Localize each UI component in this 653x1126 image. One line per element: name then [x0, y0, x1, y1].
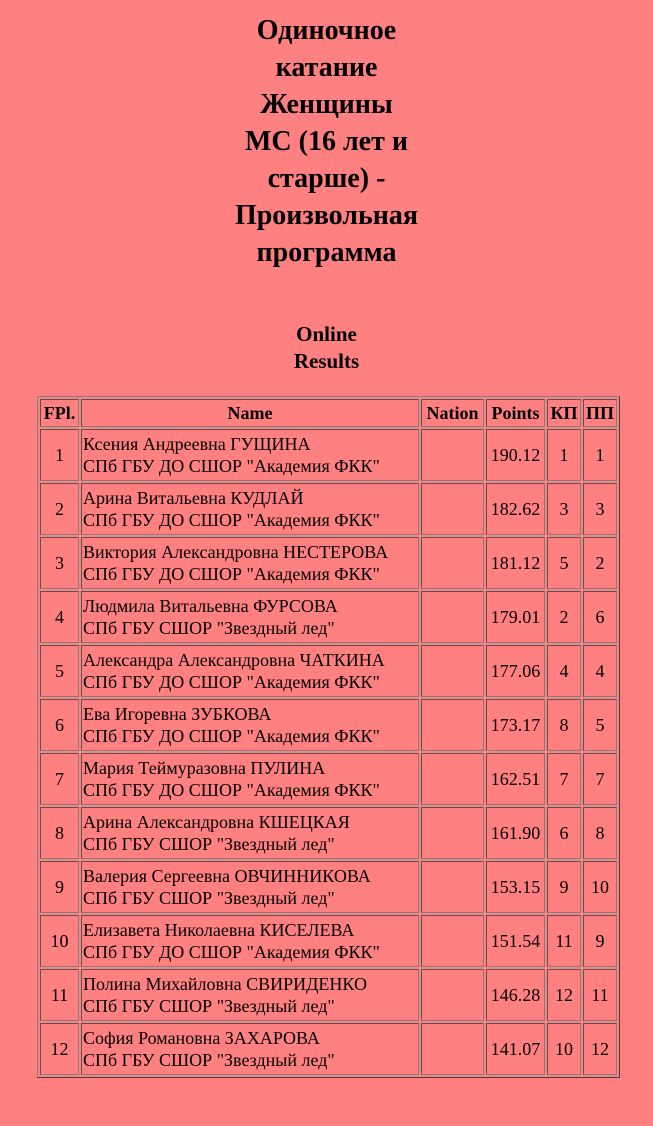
- place-cell: 11: [40, 969, 79, 1021]
- title-line: катание: [275, 52, 378, 83]
- title-line: старше) -: [267, 163, 386, 194]
- points-cell: 161.90: [486, 807, 545, 859]
- points-cell: 181.12: [486, 537, 545, 589]
- title-line: Одиночное: [256, 15, 397, 46]
- fs-place-cell: 5: [583, 699, 617, 751]
- place-cell: 12: [40, 1023, 79, 1075]
- sp-place-cell: 3: [547, 483, 581, 535]
- fs-place-cell: 8: [583, 807, 617, 859]
- sp-place-cell: 6: [547, 807, 581, 859]
- table-row: [40, 969, 617, 1021]
- subtitle-line: Online: [296, 322, 357, 346]
- sp-place-cell: 10: [547, 1023, 581, 1075]
- club-name: СПб ГБУ СШОР "Звездный лед": [83, 888, 335, 908]
- place-cell: 10: [40, 915, 79, 967]
- nation-cell: [421, 699, 484, 751]
- table-row: [40, 591, 617, 643]
- place-cell: 8: [40, 807, 79, 859]
- sp-place-cell: 2: [547, 591, 581, 643]
- header-name: Name: [81, 399, 419, 427]
- fs-place-cell: 11: [583, 969, 617, 1021]
- name-cell: [81, 1023, 419, 1075]
- nation-cell: [421, 1023, 484, 1075]
- club-name: СПб ГБУ ДО СШОР "Академия ФКК": [83, 780, 380, 800]
- fs-place-cell: 3: [583, 483, 617, 535]
- fs-place-cell: 6: [583, 591, 617, 643]
- name-cell: [81, 915, 419, 967]
- athlete-name: Валерия Сергеевна ОВЧИННИКОВА: [83, 866, 371, 886]
- athlete-name: Людмила Витальевна ФУРСОВА: [83, 596, 338, 616]
- sp-place-cell: 12: [547, 969, 581, 1021]
- table-row: [40, 645, 617, 697]
- fs-place-cell: 10: [583, 861, 617, 913]
- nation-cell: [421, 915, 484, 967]
- points-cell: 177.06: [486, 645, 545, 697]
- table-row: [40, 699, 617, 751]
- points-cell: 182.62: [486, 483, 545, 535]
- sp-place-cell: 4: [547, 645, 581, 697]
- header-sp: КП: [547, 399, 581, 427]
- club-name: СПб ГБУ ДО СШОР "Академия ФКК": [83, 456, 380, 476]
- club-name: СПб ГБУ ДО СШОР "Академия ФКК": [83, 942, 380, 962]
- club-name: СПб ГБУ ДО СШОР "Академия ФКК": [83, 510, 380, 530]
- place-cell: 2: [40, 483, 79, 535]
- points-cell: 153.15: [486, 861, 545, 913]
- club-name: СПб ГБУ ДО СШОР "Академия ФКК": [83, 726, 380, 746]
- club-name: СПб ГБУ СШОР "Звездный лед": [83, 834, 335, 854]
- fs-place-cell: 12: [583, 1023, 617, 1075]
- place-cell: 1: [40, 429, 79, 481]
- sp-place-cell: 8: [547, 699, 581, 751]
- points-cell: 173.17: [486, 699, 545, 751]
- place-cell: 4: [40, 591, 79, 643]
- points-cell: 190.12: [486, 429, 545, 481]
- club-name: СПб ГБУ ДО СШОР "Академия ФКК": [83, 672, 380, 692]
- athlete-name: София Романовна ЗАХАРОВА: [83, 1028, 320, 1048]
- sp-place-cell: 11: [547, 915, 581, 967]
- table-row: [40, 1023, 617, 1075]
- name-cell: [81, 699, 419, 751]
- table-header-row: [40, 399, 617, 427]
- club-name: СПб ГБУ СШОР "Звездный лед": [83, 618, 335, 638]
- table-row: [40, 807, 617, 859]
- header-fs: ПП: [583, 399, 617, 427]
- name-cell: [81, 969, 419, 1021]
- header-points: Points: [486, 399, 545, 427]
- athlete-name: Виктория Александровна НЕСТЕРОВА: [83, 542, 389, 562]
- place-cell: 9: [40, 861, 79, 913]
- fs-place-cell: 1: [583, 429, 617, 481]
- page-subtitle: [0, 321, 653, 375]
- results-table: [37, 396, 620, 1078]
- place-cell: 7: [40, 753, 79, 805]
- name-cell: [81, 537, 419, 589]
- points-cell: 151.54: [486, 915, 545, 967]
- title-line: МС (16 лет и: [245, 126, 408, 157]
- nation-cell: [421, 591, 484, 643]
- athlete-name: Арина Александровна КШЕЦКАЯ: [83, 812, 350, 832]
- table-row: [40, 915, 617, 967]
- page-title: [0, 12, 653, 271]
- place-cell: 3: [40, 537, 79, 589]
- club-name: СПб ГБУ СШОР "Звездный лед": [83, 996, 335, 1016]
- name-cell: [81, 429, 419, 481]
- title-line: Женщины: [260, 89, 393, 120]
- nation-cell: [421, 483, 484, 535]
- place-cell: 6: [40, 699, 79, 751]
- header-place: FPl.: [40, 399, 79, 427]
- sp-place-cell: 9: [547, 861, 581, 913]
- athlete-name: Мария Теймуразовна ПУЛИНА: [83, 758, 326, 778]
- nation-cell: [421, 969, 484, 1021]
- header-nation: Nation: [421, 399, 484, 427]
- table-row: [40, 861, 617, 913]
- title-line: программа: [256, 237, 397, 268]
- sp-place-cell: 7: [547, 753, 581, 805]
- title-line: Произвольная: [234, 200, 419, 231]
- fs-place-cell: 4: [583, 645, 617, 697]
- athlete-name: Ева Игоревна ЗУБКОВА: [83, 704, 272, 724]
- name-cell: [81, 483, 419, 535]
- nation-cell: [421, 645, 484, 697]
- nation-cell: [421, 537, 484, 589]
- fs-place-cell: 2: [583, 537, 617, 589]
- nation-cell: [421, 861, 484, 913]
- name-cell: [81, 753, 419, 805]
- table-row: [40, 429, 617, 481]
- name-cell: [81, 645, 419, 697]
- club-name: СПб ГБУ СШОР "Звездный лед": [83, 1050, 335, 1070]
- points-cell: 162.51: [486, 753, 545, 805]
- points-cell: 179.01: [486, 591, 545, 643]
- name-cell: [81, 591, 419, 643]
- nation-cell: [421, 429, 484, 481]
- nation-cell: [421, 753, 484, 805]
- sp-place-cell: 5: [547, 537, 581, 589]
- athlete-name: Александра Александровна ЧАТКИНА: [83, 650, 385, 670]
- table-row: [40, 483, 617, 535]
- place-cell: 5: [40, 645, 79, 697]
- athlete-name: Арина Витальевна КУДЛАЙ: [83, 488, 304, 508]
- points-cell: 141.07: [486, 1023, 545, 1075]
- fs-place-cell: 9: [583, 915, 617, 967]
- club-name: СПб ГБУ ДО СШОР "Академия ФКК": [83, 564, 380, 584]
- nation-cell: [421, 807, 484, 859]
- name-cell: [81, 861, 419, 913]
- name-cell: [81, 807, 419, 859]
- subtitle-line: Results: [293, 349, 360, 373]
- table-row: [40, 537, 617, 589]
- table-body: [40, 429, 617, 1075]
- fs-place-cell: 7: [583, 753, 617, 805]
- sp-place-cell: 1: [547, 429, 581, 481]
- table-row: [40, 753, 617, 805]
- points-cell: 146.28: [486, 969, 545, 1021]
- athlete-name: Ксения Андреевна ГУЩИНА: [83, 434, 311, 454]
- athlete-name: Полина Михайловна СВИРИДЕНКО: [83, 974, 367, 994]
- athlete-name: Елизавета Николаевна КИСЕЛЕВА: [83, 920, 355, 940]
